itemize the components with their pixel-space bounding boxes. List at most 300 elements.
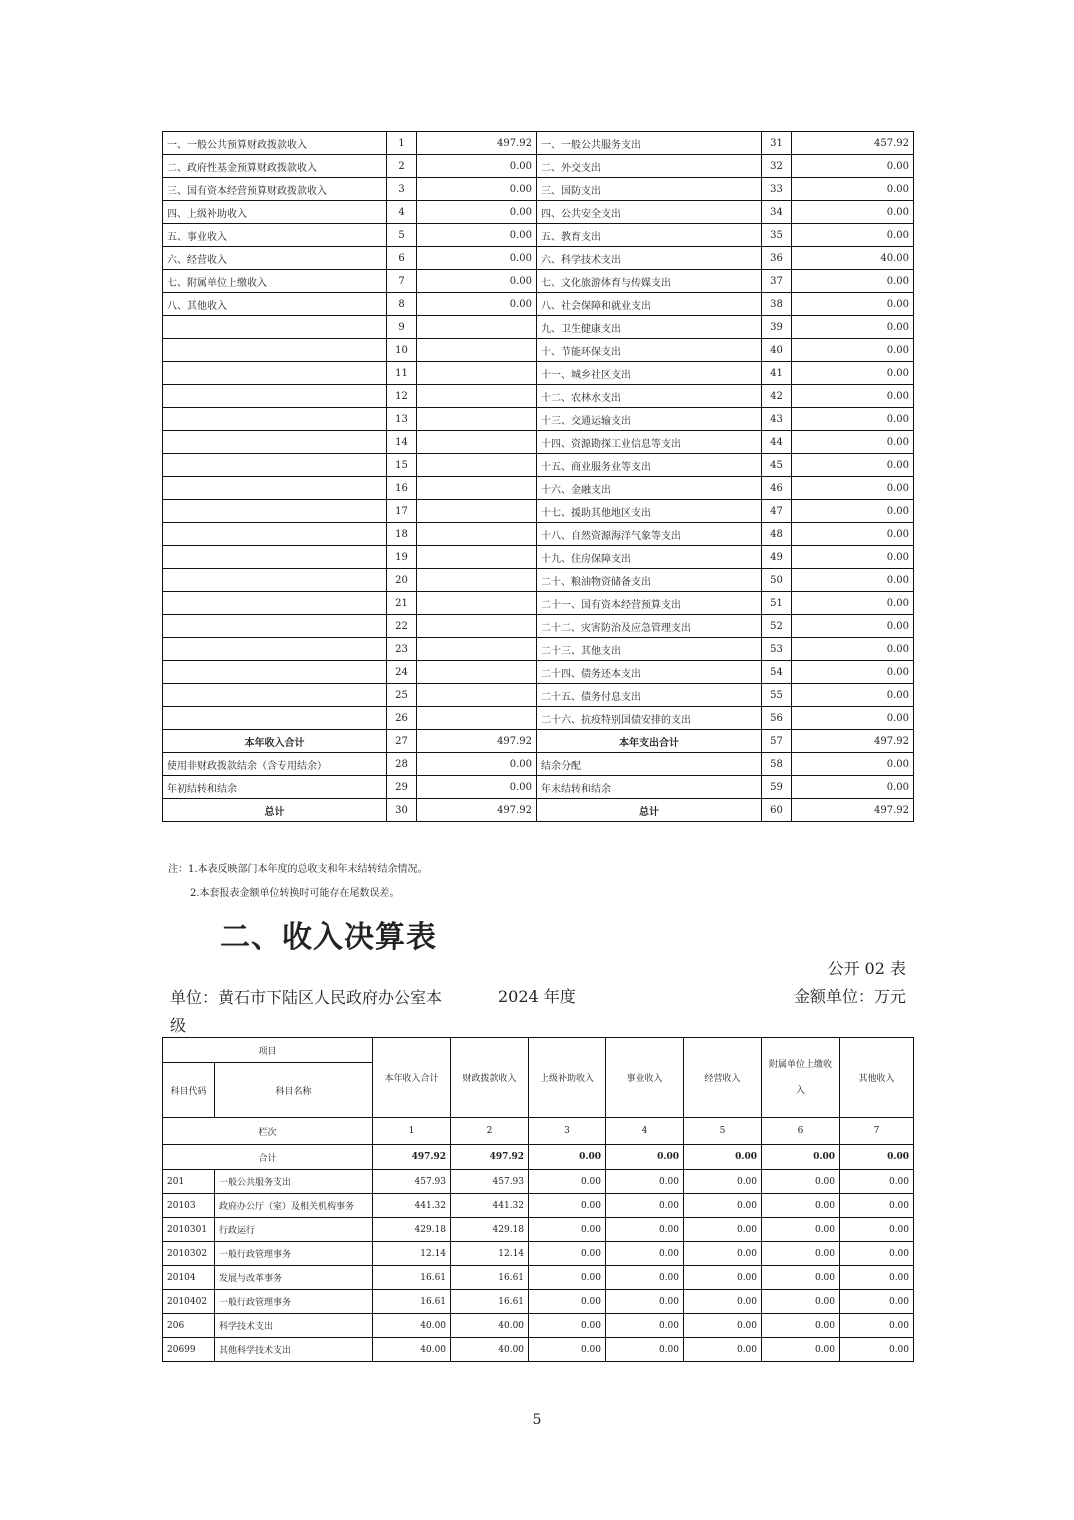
expenditure-item: 二十二、灾害防治及应急管理支出 (537, 615, 762, 638)
account-code: 206 (163, 1314, 215, 1338)
income-item: 三、国有资本经营预算财政拨款收入 (163, 178, 387, 201)
income-item: 七、附属单位上缴收入 (163, 270, 387, 293)
amount-cell: 0.00 (762, 1194, 840, 1218)
header-col-3: 上级补助收入 (529, 1038, 606, 1118)
expenditure-line-no: 47 (762, 500, 792, 523)
expenditure-line-no: 44 (762, 431, 792, 454)
expenditure-amount: 0.00 (792, 523, 914, 546)
expenditure-amount: 0.00 (792, 316, 914, 339)
amount-cell: 16.61 (373, 1290, 451, 1314)
income-amount (417, 500, 537, 523)
income-item (163, 523, 387, 546)
income-amount (417, 569, 537, 592)
income-amount (417, 454, 537, 477)
table-row (163, 339, 914, 362)
expenditure-item: 十五、商业服务业等支出 (537, 454, 762, 477)
income-line-no: 3 (387, 178, 417, 201)
income-line-no: 12 (387, 385, 417, 408)
expenditure-line-no: 60 (762, 799, 792, 822)
expenditure-amount: 497.92 (792, 730, 914, 753)
table-row (163, 753, 914, 776)
total-value: 0.00 (529, 1145, 606, 1170)
income-line-no: 4 (387, 201, 417, 224)
expenditure-amount: 0.00 (792, 270, 914, 293)
income-line-no: 1 (387, 132, 417, 155)
income-item: 总计 (163, 799, 387, 822)
amount-cell: 12.14 (373, 1242, 451, 1266)
income-item (163, 684, 387, 707)
amount-cell: 0.00 (684, 1338, 762, 1362)
income-line-no: 26 (387, 707, 417, 730)
expenditure-line-no: 35 (762, 224, 792, 247)
income-item: 二、政府性基金预算财政拨款收入 (163, 155, 387, 178)
header-col-6: 附属单位上缴收入 (762, 1038, 840, 1118)
income-item (163, 477, 387, 500)
amount-cell: 0.00 (762, 1242, 840, 1266)
income-item: 本年收入合计 (163, 730, 387, 753)
table-row (163, 132, 914, 155)
amount-cell: 0.00 (684, 1194, 762, 1218)
income-line-no: 21 (387, 592, 417, 615)
income-amount (417, 477, 537, 500)
income-line-no: 25 (387, 684, 417, 707)
income-item: 一、一般公共预算财政拨款收入 (163, 132, 387, 155)
income-amount (417, 661, 537, 684)
header-col-1: 本年收入合计 (373, 1038, 451, 1118)
total-value: 0.00 (840, 1145, 914, 1170)
table-row (163, 1170, 914, 1194)
expenditure-item: 十六、金融支出 (537, 477, 762, 500)
fiscal-year: 2024 年度 (498, 987, 576, 1006)
expenditure-item: 一、一般公共服务支出 (537, 132, 762, 155)
expenditure-amount: 0.00 (792, 431, 914, 454)
income-amount: 0.00 (417, 155, 537, 178)
expenditure-line-no: 57 (762, 730, 792, 753)
expenditure-amount: 0.00 (792, 638, 914, 661)
amount-cell: 0.00 (529, 1194, 606, 1218)
amount-cell: 0.00 (840, 1170, 914, 1194)
expenditure-amount: 497.92 (792, 799, 914, 822)
income-amount (417, 684, 537, 707)
expenditure-item: 五、教育支出 (537, 224, 762, 247)
amount-cell: 429.18 (373, 1218, 451, 1242)
expenditure-item: 七、文化旅游体育与传媒支出 (537, 270, 762, 293)
column-index: 6 (762, 1118, 840, 1145)
income-amount: 0.00 (417, 224, 537, 247)
income-amount (417, 362, 537, 385)
unit-label: 单位：黄石市下陆区人民政府办公室本级 (170, 988, 443, 1035)
account-code: 2010301 (163, 1218, 215, 1242)
expenditure-amount: 0.00 (792, 661, 914, 684)
income-amount (417, 408, 537, 431)
expenditure-item: 二十三、其他支出 (537, 638, 762, 661)
income-amount: 497.92 (417, 132, 537, 155)
header-row-1 (163, 1038, 914, 1063)
income-item (163, 546, 387, 569)
account-name: 科学技术支出 (215, 1314, 373, 1338)
expenditure-item: 十七、援助其他地区支出 (537, 500, 762, 523)
expenditure-line-no: 37 (762, 270, 792, 293)
account-name: 发展与改革事务 (215, 1266, 373, 1290)
income-amount (417, 638, 537, 661)
amount-cell: 441.32 (373, 1194, 451, 1218)
form-tag: 公开 02 表 (827, 959, 906, 978)
expenditure-amount: 0.00 (792, 155, 914, 178)
amount-cell: 0.00 (840, 1266, 914, 1290)
income-item: 四、上级补助收入 (163, 201, 387, 224)
expenditure-item: 十三、交通运输支出 (537, 408, 762, 431)
amount-cell: 0.00 (684, 1170, 762, 1194)
expenditure-line-no: 40 (762, 339, 792, 362)
total-row (163, 799, 914, 822)
expenditure-item: 二十四、债务还本支出 (537, 661, 762, 684)
income-item (163, 431, 387, 454)
income-line-no: 20 (387, 569, 417, 592)
amount-cell: 0.00 (840, 1242, 914, 1266)
total-value: 0.00 (606, 1145, 684, 1170)
expenditure-amount: 0.00 (792, 546, 914, 569)
income-amount (417, 546, 537, 569)
table-row (163, 293, 914, 316)
table-row (163, 224, 914, 247)
expenditure-amount: 0.00 (792, 569, 914, 592)
account-code: 2010402 (163, 1290, 215, 1314)
account-code: 2010302 (163, 1242, 215, 1266)
amount-cell: 441.32 (451, 1194, 529, 1218)
amount-cell: 0.00 (762, 1314, 840, 1338)
amount-cell: 0.00 (840, 1338, 914, 1362)
amount-cell: 0.00 (529, 1290, 606, 1314)
income-line-no: 6 (387, 247, 417, 270)
expenditure-amount: 0.00 (792, 454, 914, 477)
table-row (163, 385, 914, 408)
expenditure-amount: 0.00 (792, 339, 914, 362)
table-row (163, 247, 914, 270)
column-index-label: 栏次 (163, 1118, 373, 1145)
income-line-no: 10 (387, 339, 417, 362)
expenditure-line-no: 42 (762, 385, 792, 408)
table-row (163, 569, 914, 592)
income-line-no: 24 (387, 661, 417, 684)
account-name: 政府办公厅（室）及相关机构事务 (215, 1194, 373, 1218)
expenditure-line-no: 41 (762, 362, 792, 385)
income-line-no: 8 (387, 293, 417, 316)
income-amount (417, 707, 537, 730)
table-row (163, 270, 914, 293)
expenditure-amount: 0.00 (792, 500, 914, 523)
table-row (163, 661, 914, 684)
expenditure-amount: 0.00 (792, 178, 914, 201)
income-line-no: 14 (387, 431, 417, 454)
expenditure-line-no: 59 (762, 776, 792, 799)
expenditure-item: 十一、城乡社区支出 (537, 362, 762, 385)
expenditure-item: 十四、资源勘探工业信息等支出 (537, 431, 762, 454)
expenditure-line-no: 53 (762, 638, 792, 661)
expenditure-item: 四、公共安全支出 (537, 201, 762, 224)
total-value: 0.00 (762, 1145, 840, 1170)
amount-cell: 0.00 (840, 1314, 914, 1338)
income-item: 八、其他收入 (163, 293, 387, 316)
expenditure-item: 十九、住房保障支出 (537, 546, 762, 569)
amount-cell: 40.00 (373, 1314, 451, 1338)
expenditure-amount: 40.00 (792, 247, 914, 270)
amount-cell: 457.93 (373, 1170, 451, 1194)
expenditure-item: 三、国防支出 (537, 178, 762, 201)
table-row (163, 684, 914, 707)
table-row (163, 500, 914, 523)
income-item (163, 500, 387, 523)
amount-cell: 0.00 (840, 1218, 914, 1242)
income-line-no: 28 (387, 753, 417, 776)
income-amount (417, 615, 537, 638)
table-row (163, 615, 914, 638)
income-line-no: 16 (387, 477, 417, 500)
income-amount: 0.00 (417, 293, 537, 316)
amount-cell: 0.00 (840, 1290, 914, 1314)
amount-cell: 0.00 (606, 1314, 684, 1338)
amount-cell: 40.00 (451, 1314, 529, 1338)
amount-cell: 16.61 (451, 1290, 529, 1314)
income-line-no: 17 (387, 500, 417, 523)
table-row (163, 454, 914, 477)
header-item: 项目 (163, 1038, 373, 1063)
income-amount (417, 339, 537, 362)
expenditure-item: 十二、农林水支出 (537, 385, 762, 408)
amount-cell: 0.00 (684, 1242, 762, 1266)
income-item (163, 661, 387, 684)
column-index: 5 (684, 1118, 762, 1145)
amount-cell: 0.00 (606, 1242, 684, 1266)
expenditure-item: 二十六、抗疫特别国债安排的支出 (537, 707, 762, 730)
income-item (163, 638, 387, 661)
expenditure-line-no: 48 (762, 523, 792, 546)
table-row (163, 546, 914, 569)
income-amount: 497.92 (417, 730, 537, 753)
amount-cell: 40.00 (373, 1338, 451, 1362)
section-title: 二、收入决算表 (220, 920, 437, 955)
expenditure-amount: 0.00 (792, 592, 914, 615)
amount-cell: 0.00 (684, 1266, 762, 1290)
income-item (163, 592, 387, 615)
expenditure-item: 九、卫生健康支出 (537, 316, 762, 339)
amount-cell: 0.00 (840, 1194, 914, 1218)
income-amount (417, 385, 537, 408)
income-item (163, 707, 387, 730)
expenditure-amount: 0.00 (792, 385, 914, 408)
column-index: 2 (451, 1118, 529, 1145)
income-item (163, 615, 387, 638)
table-row (163, 638, 914, 661)
expenditure-amount: 0.00 (792, 707, 914, 730)
expenditure-item: 二、外交支出 (537, 155, 762, 178)
account-code: 20104 (163, 1266, 215, 1290)
expenditure-line-no: 32 (762, 155, 792, 178)
header-col-4: 事业收入 (606, 1038, 684, 1118)
account-name: 一般行政管理事务 (215, 1290, 373, 1314)
table-row (163, 523, 914, 546)
table-row (163, 1218, 914, 1242)
table-row (163, 477, 914, 500)
income-item: 六、经营收入 (163, 247, 387, 270)
income-amount: 0.00 (417, 178, 537, 201)
income-amount: 0.00 (417, 753, 537, 776)
column-index: 3 (529, 1118, 606, 1145)
note-1: 注：1.本表反映部门本年度的总收支和年末结转结余情况。 (168, 864, 428, 875)
amount-cell: 0.00 (606, 1170, 684, 1194)
amount-cell: 0.00 (529, 1314, 606, 1338)
table-row (163, 1290, 914, 1314)
amount-cell: 12.14 (451, 1242, 529, 1266)
table-row (163, 707, 914, 730)
column-index: 4 (606, 1118, 684, 1145)
table-row (163, 776, 914, 799)
expenditure-amount: 0.00 (792, 362, 914, 385)
expenditure-line-no: 33 (762, 178, 792, 201)
note-2: 2.本套报表金额单位转换时可能存在尾数误差。 (190, 888, 400, 899)
expenditure-item: 总计 (537, 799, 762, 822)
expenditure-line-no: 51 (762, 592, 792, 615)
header-name: 科目名称 (215, 1063, 373, 1118)
income-line-no: 27 (387, 730, 417, 753)
expenditure-amount: 0.00 (792, 615, 914, 638)
income-expenditure-summary-table (162, 131, 914, 822)
table-row (163, 1338, 914, 1362)
income-item (163, 385, 387, 408)
expenditure-line-no: 36 (762, 247, 792, 270)
income-item: 使用非财政拨款结余（含专用结余） (163, 753, 387, 776)
income-amount: 0.00 (417, 247, 537, 270)
income-amount: 0.00 (417, 270, 537, 293)
amount-cell: 0.00 (762, 1266, 840, 1290)
income-item: 年初结转和结余 (163, 776, 387, 799)
expenditure-item: 年末结转和结余 (537, 776, 762, 799)
table-row (163, 316, 914, 339)
table-row (163, 408, 914, 431)
amount-cell: 0.00 (529, 1266, 606, 1290)
expenditure-amount: 0.00 (792, 201, 914, 224)
table-row (163, 362, 914, 385)
expenditure-item: 十、节能环保支出 (537, 339, 762, 362)
table-row (163, 592, 914, 615)
income-line-no: 2 (387, 155, 417, 178)
amount-unit: 金额单位：万元 (793, 987, 906, 1006)
account-name: 一般公共服务支出 (215, 1170, 373, 1194)
column-index: 7 (840, 1118, 914, 1145)
table-row (163, 201, 914, 224)
amount-cell: 0.00 (606, 1266, 684, 1290)
amount-cell: 0.00 (684, 1290, 762, 1314)
expenditure-item: 结余分配 (537, 753, 762, 776)
amount-cell: 0.00 (762, 1170, 840, 1194)
income-item: 五、事业收入 (163, 224, 387, 247)
table-row (163, 431, 914, 454)
table-row (163, 1266, 914, 1290)
amount-cell: 457.93 (451, 1170, 529, 1194)
amount-cell: 0.00 (606, 1194, 684, 1218)
expenditure-line-no: 31 (762, 132, 792, 155)
amount-cell: 0.00 (762, 1338, 840, 1362)
amount-cell: 40.00 (451, 1338, 529, 1362)
expenditure-item: 二十五、债务付息支出 (537, 684, 762, 707)
amount-cell: 0.00 (684, 1218, 762, 1242)
income-item (163, 339, 387, 362)
expenditure-item: 八、社会保障和就业支出 (537, 293, 762, 316)
header-col-5: 经营收入 (684, 1038, 762, 1118)
table-row (163, 1314, 914, 1338)
total-value: 497.92 (373, 1145, 451, 1170)
expenditure-item: 二十、粮油物资储备支出 (537, 569, 762, 592)
income-item (163, 362, 387, 385)
expenditure-item: 二十一、国有资本经营预算支出 (537, 592, 762, 615)
expenditure-amount: 0.00 (792, 776, 914, 799)
income-line-no: 22 (387, 615, 417, 638)
subtotal-row (163, 730, 914, 753)
income-amount (417, 523, 537, 546)
expenditure-line-no: 46 (762, 477, 792, 500)
income-item (163, 408, 387, 431)
income-amount: 0.00 (417, 201, 537, 224)
income-amount (417, 316, 537, 339)
income-line-no: 29 (387, 776, 417, 799)
amount-cell: 0.00 (606, 1338, 684, 1362)
table-row (163, 155, 914, 178)
amount-cell: 16.61 (451, 1266, 529, 1290)
total-value: 0.00 (684, 1145, 762, 1170)
income-line-no: 7 (387, 270, 417, 293)
page-number: 5 (532, 1412, 542, 1428)
income-final-accounts-table (162, 1037, 914, 1362)
amount-cell: 0.00 (762, 1218, 840, 1242)
amount-cell: 0.00 (529, 1218, 606, 1242)
income-item (163, 454, 387, 477)
expenditure-amount: 0.00 (792, 477, 914, 500)
expenditure-line-no: 39 (762, 316, 792, 339)
header-code: 科目代码 (163, 1063, 215, 1118)
income-line-no: 18 (387, 523, 417, 546)
header-col-7: 其他收入 (840, 1038, 914, 1118)
amount-cell: 0.00 (762, 1290, 840, 1314)
table-notes (168, 858, 428, 906)
account-name: 一般行政管理事务 (215, 1242, 373, 1266)
header-col-2: 财政拨款收入 (451, 1038, 529, 1118)
account-code: 201 (163, 1170, 215, 1194)
income-line-no: 9 (387, 316, 417, 339)
income-line-no: 15 (387, 454, 417, 477)
expenditure-line-no: 55 (762, 684, 792, 707)
expenditure-amount: 0.00 (792, 408, 914, 431)
expenditure-amount: 457.92 (792, 132, 914, 155)
total-value: 497.92 (451, 1145, 529, 1170)
account-name: 其他科学技术支出 (215, 1338, 373, 1362)
amount-cell: 429.18 (451, 1218, 529, 1242)
income-amount (417, 592, 537, 615)
amount-cell: 0.00 (684, 1314, 762, 1338)
income-item (163, 569, 387, 592)
income-line-no: 30 (387, 799, 417, 822)
table-row (163, 178, 914, 201)
amount-cell: 0.00 (606, 1290, 684, 1314)
income-line-no: 19 (387, 546, 417, 569)
expenditure-amount: 0.00 (792, 293, 914, 316)
expenditure-amount: 0.00 (792, 224, 914, 247)
expenditure-amount: 0.00 (792, 753, 914, 776)
income-line-no: 5 (387, 224, 417, 247)
income-amount: 497.92 (417, 799, 537, 822)
expenditure-line-no: 45 (762, 454, 792, 477)
account-name: 行政运行 (215, 1218, 373, 1242)
income-amount (417, 431, 537, 454)
income-line-no: 11 (387, 362, 417, 385)
